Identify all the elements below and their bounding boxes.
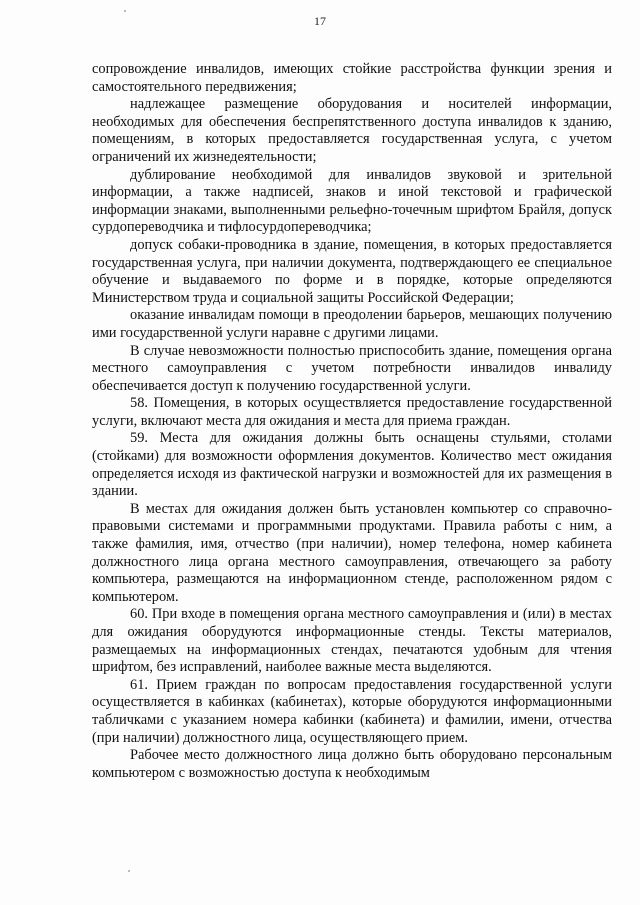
page-number: 17 [314, 14, 326, 28]
paragraph: В местах для ожидания должен быть установлен компьютер со справочно-правовыми системами и программными продуктами. Правила работы с ним, а также фамилия, имя, отчество (при наличии), номер телефона, номер кабинета должностного лица органа местного самоуправления, отвечающего за работу компьютера, размещаются на информационном стенде, расположенном рядом с компьютером. [92, 500, 612, 605]
paragraph-item-60: 60. При входе в помещения органа местного самоуправления и (или) в местах для ожидания оборудуются информационные стенды. Тексты материалов, размещаемых на информационных стендах, печатаются удобным для чтения шрифтом, без исправлений, наиболее важные места выделяются. [92, 606, 612, 676]
paragraph-continuation: сопровождение инвалидов, имеющих стойкие расстройства функции зрения и самостоятельного передвижения; [92, 61, 612, 95]
paragraph-item-61: 61. Прием граждан по вопросам предоставления государственной услуги осуществляется в кабинках (кабинетах), которые оборудуются информационными табличками с указанием номера кабинки (кабинета) и фамилии, имени, отчества (при наличии) должностного лица, осуществляющего прием. [92, 676, 612, 746]
scan-artifact [128, 870, 130, 872]
paragraph: надлежащее размещение оборудования и носителей информации, необходимых для обеспечения беспрепятственного доступа инвалидов к зданию, помещениям, в которых предоставляется государственная услуга, с учетом ограничений их жизнедеятельности; [92, 96, 612, 165]
paragraph: В случае невозможности полностью приспособить здание, помещения органа местного самоуправления с учетом потребности инвалидов инвалиду обеспечивается доступ к получению государственной услуги. [92, 342, 612, 394]
paragraph: дублирование необходимой для инвалидов звуковой и зрительной информации, а также надписей, знаков и иной текстовой и графической информации знаками, выполненными рельефно-точечным шрифтом Брайля, допуск сурдопереводчика и тифлосурдопереводчика; [92, 166, 612, 236]
paragraph: оказание инвалидам помощи в преодолении барьеров, мешающих получению ими государственной услуги наравне с другими лицами. [92, 307, 612, 341]
paragraph: допуск собаки-проводника в здание, помещения, в которых предоставляется государственная услуга, при наличии документа, подтверждающего ее специальное обучение и выдаваемого по форме и в порядке, которые определяются Министерством труда и социальной защиты Российской Федерации; [92, 236, 612, 306]
paragraph-item-58: 58. Помещения, в которых осуществляется предоставление государственной услуги, включают места для ожидания и места для приема граждан. [92, 395, 612, 429]
paragraph-item-59: 59. Места для ожидания должны быть оснащены стульями, столами (стойками) для возможности оформления документов. Количество мест ожидания определяется исходя из фактической нагрузки и возможностей для их размещения в здании. [92, 430, 612, 500]
document-body [92, 61, 612, 782]
paragraph: Рабочее место должностного лица должно быть оборудовано персональным компьютером с возможностью доступа к необходимым [92, 747, 612, 781]
scan-artifact [124, 10, 126, 12]
